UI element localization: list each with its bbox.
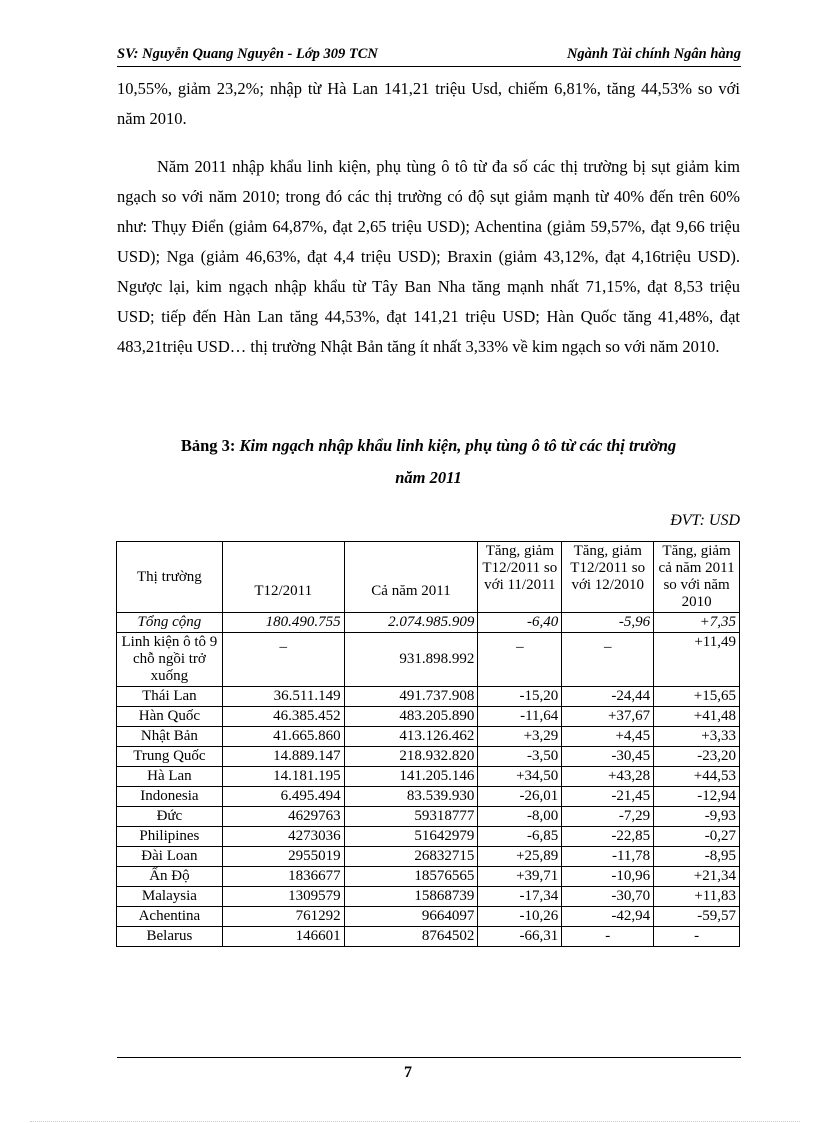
cell-t12: 2955019 <box>222 847 344 867</box>
cell-change-year: -8,95 <box>654 847 740 867</box>
cell-change-yoy-month: -21,45 <box>562 787 654 807</box>
header-market: Thị trường <box>117 542 223 613</box>
table-caption-label: Bảng 3: <box>180 436 236 455</box>
table-row <box>117 907 740 927</box>
cell-change-year: -0,27 <box>654 827 740 847</box>
cell-year: 491.737.908 <box>344 687 478 707</box>
cell-t12: 4629763 <box>222 807 344 827</box>
header-change-year: Tăng, giảm cả năm 2011 so với năm 2010 <box>654 542 740 613</box>
table-row <box>117 767 740 787</box>
cell-change-year: +7,35 <box>654 613 740 633</box>
table-row-total <box>117 613 740 633</box>
table-row <box>117 847 740 867</box>
cell-change-month: -26,01 <box>478 787 562 807</box>
cell-change-month: -15,20 <box>478 687 562 707</box>
cell-change-year: +44,53 <box>654 767 740 787</box>
import-table <box>116 541 740 947</box>
cell-change-yoy-month: -42,94 <box>562 907 654 927</box>
cell-year: 141.205.146 <box>344 767 478 787</box>
cell-year: 218.932.820 <box>344 747 478 767</box>
cell-change-year: +41,48 <box>654 707 740 727</box>
cell-change-yoy-month: +4,45 <box>562 727 654 747</box>
cell-name: Philipines <box>117 827 223 847</box>
table-row <box>117 927 740 947</box>
cell-t12: 6.495.494 <box>222 787 344 807</box>
cell-change-year: -23,20 <box>654 747 740 767</box>
cell-change-yoy-month: -24,44 <box>562 687 654 707</box>
cell-change-yoy-month: -11,78 <box>562 847 654 867</box>
cell-change-year: +21,34 <box>654 867 740 887</box>
header-department: Ngành Tài chính Ngân hàng <box>566 46 741 62</box>
cell-year: 18576565 <box>344 867 478 887</box>
table-row <box>117 787 740 807</box>
cell-change-month: -66,31 <box>478 927 562 947</box>
table-row <box>117 887 740 907</box>
cell-change-yoy-month: -30,45 <box>562 747 654 767</box>
table-row <box>117 633 740 687</box>
cell-change-year: +11,49 <box>654 633 740 687</box>
cell-t12: 41.665.860 <box>222 727 344 747</box>
cell-change-year: +15,65 <box>654 687 740 707</box>
table-row <box>117 867 740 887</box>
cell-name: Achentina <box>117 907 223 927</box>
cell-name: Thái Lan <box>117 687 223 707</box>
cell-name: Malaysia <box>117 887 223 907</box>
cell-change-yoy-month: +37,67 <box>562 707 654 727</box>
cell-name: Nhật Bản <box>117 727 223 747</box>
cell-change-yoy-month: +43,28 <box>562 767 654 787</box>
table-row <box>117 687 740 707</box>
table-row <box>117 707 740 727</box>
paragraph-market-analysis: Năm 2011 nhập khẩu linh kiện, phụ tùng ô tô từ đa số các thị trường bị sụt giảm kim ngạch so với năm 2010; trong đó các thị trường có độ sụt giảm mạnh từ 40% đến trên 60% như: Thụy Điển (giảm 64,87%, đạt 2,65 triệu USD); Achentina (giảm 59,57%, đạt 9,66 triệu USD); Nga (giảm 46,63%, đạt 4,4 triệu USD); Braxin (giảm 43,12%, đạt 4,16triệu USD). Ngược lại, kim ngạch nhập khẩu từ Tây Ban Nha tăng mạnh nhất 71,15%, đạt 8,53 triệu USD; tiếp đến Hàn Lan tăng 44,53%, đạt 141,21 triệu USD; Hàn Quốc tăng 41,48%, đạt 483,21triệu USD… thị trường Nhật Bản tăng ít nhất 3,33% về kim ngạch so với năm 2010. <box>117 157 740 356</box>
cell-year: 8764502 <box>344 927 478 947</box>
cell-change-month: -11,64 <box>478 707 562 727</box>
cell-name: Belarus <box>117 927 223 947</box>
cell-t12: 14.181.195 <box>222 767 344 787</box>
footer-divider <box>117 1057 741 1058</box>
table-caption-title-line2: năm 2011 <box>395 468 462 487</box>
table-row <box>117 827 740 847</box>
cell-change-month: +3,29 <box>478 727 562 747</box>
header-change-yoy-month: Tăng, giảm T12/2011 so với 12/2010 <box>562 542 654 613</box>
table-row <box>117 747 740 767</box>
cell-name: Tổng cộng <box>117 613 223 633</box>
cell-change-month: +25,89 <box>478 847 562 867</box>
unit-label: ĐVT: USD <box>670 512 740 529</box>
cell-year: 26832715 <box>344 847 478 867</box>
table-row <box>117 807 740 827</box>
cell-year: 413.126.462 <box>344 727 478 747</box>
cell-change-month: -8,00 <box>478 807 562 827</box>
table-body <box>117 613 740 947</box>
cell-change-yoy-month: -10,96 <box>562 867 654 887</box>
cell-t12: 180.490.755 <box>222 613 344 633</box>
cell-name: Hàn Quốc <box>117 707 223 727</box>
header-author: SV: Nguyễn Quang Nguyên - Lớp 309 TCN <box>117 46 378 62</box>
cell-change-month: +39,71 <box>478 867 562 887</box>
cell-year: 83.539.930 <box>344 787 478 807</box>
cell-change-yoy-month: -5,96 <box>562 613 654 633</box>
cell-change-month: -6,85 <box>478 827 562 847</box>
table-caption-title: Kim ngạch nhập khẩu linh kiện, phụ tùng ô tô từ các thị trường <box>239 436 677 455</box>
cell-t12: 36.511.149 <box>222 687 344 707</box>
header-t12: T12/2011 <box>222 542 344 613</box>
cell-change-month: -3,50 <box>478 747 562 767</box>
cell-t12: _ <box>222 633 344 687</box>
cell-t12: 14.889.147 <box>222 747 344 767</box>
header-change-month: Tăng, giảm T12/2011 so với 11/2011 <box>478 542 562 613</box>
cell-change-year: +11,83 <box>654 887 740 907</box>
cell-change-yoy-month: -30,70 <box>562 887 654 907</box>
table-header-row <box>117 542 740 613</box>
page-header <box>117 44 741 67</box>
cell-change-month: -6,40 <box>478 613 562 633</box>
cell-year: 931.898.992 <box>344 633 478 687</box>
cell-year: 9664097 <box>344 907 478 927</box>
cell-year: 483.205.890 <box>344 707 478 727</box>
cell-t12: 4273036 <box>222 827 344 847</box>
cell-t12: 46.385.452 <box>222 707 344 727</box>
cell-change-month: -10,26 <box>478 907 562 927</box>
cell-t12: 1836677 <box>222 867 344 887</box>
cell-change-yoy-month: -22,85 <box>562 827 654 847</box>
cell-year: 2.074.985.909 <box>344 613 478 633</box>
cell-change-year: -12,94 <box>654 787 740 807</box>
cell-name: Đài Loan <box>117 847 223 867</box>
cell-change-year: -59,57 <box>654 907 740 927</box>
cell-change-month: +34,50 <box>478 767 562 787</box>
cell-year: 51642979 <box>344 827 478 847</box>
cell-name: Indonesia <box>117 787 223 807</box>
cell-name: Hà Lan <box>117 767 223 787</box>
cell-year: 59318777 <box>344 807 478 827</box>
cell-name: Trung Quốc <box>117 747 223 767</box>
paragraph-continuation: 10,55%, giảm 23,2%; nhập từ Hà Lan 141,21 triệu Usd, chiếm 6,81%, tăng 44,53% so với năm 2010. <box>117 79 740 128</box>
table-caption <box>117 430 740 494</box>
cell-change-yoy-month: _ <box>562 633 654 687</box>
cell-t12: 146601 <box>222 927 344 947</box>
table-row <box>117 727 740 747</box>
page-number: 7 <box>404 1064 412 1081</box>
cell-change-yoy-month: -7,29 <box>562 807 654 827</box>
page-bottom-border <box>30 1121 800 1122</box>
cell-change-month: _ <box>478 633 562 687</box>
cell-change-year: - <box>654 927 740 947</box>
header-year: Cả năm 2011 <box>344 542 478 613</box>
cell-change-year: +3,33 <box>654 727 740 747</box>
cell-change-yoy-month: - <box>562 927 654 947</box>
cell-t12: 761292 <box>222 907 344 927</box>
cell-t12: 1309579 <box>222 887 344 907</box>
cell-name: Linh kiện ô tô 9 chỗ ngồi trở xuống <box>117 633 223 687</box>
cell-year: 15868739 <box>344 887 478 907</box>
cell-change-month: -17,34 <box>478 887 562 907</box>
cell-name: Đức <box>117 807 223 827</box>
cell-name: Ấn Độ <box>117 867 223 887</box>
cell-change-year: -9,93 <box>654 807 740 827</box>
